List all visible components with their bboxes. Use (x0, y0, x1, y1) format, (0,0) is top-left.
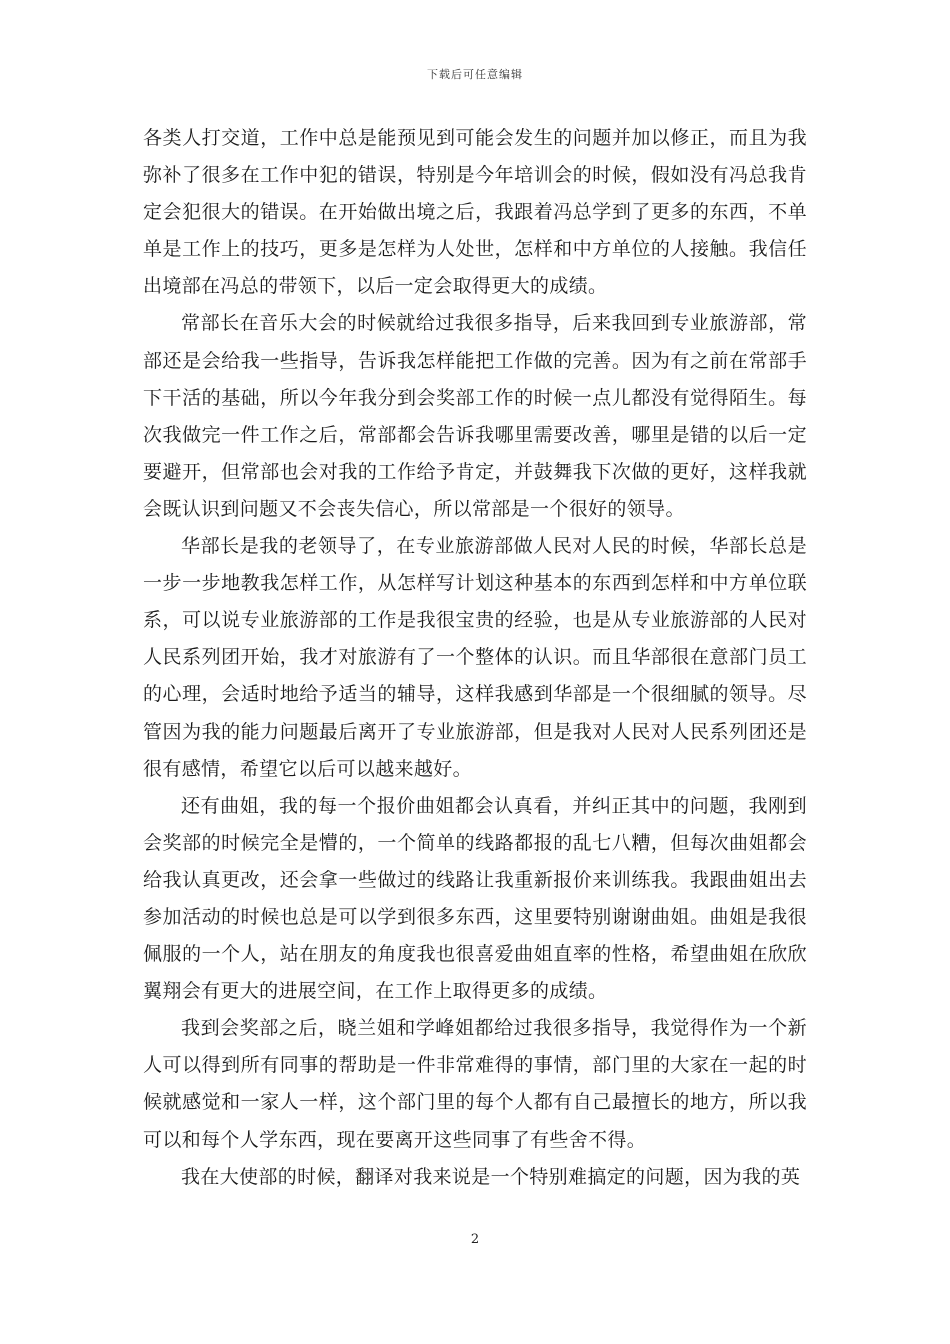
paragraph: 常部长在音乐大会的时候就给过我很多指导，后来我回到专业旅游部，常部还是会给我一些指导，告诉我怎样能把工作做的完善。因为有之前在常部手下干活的基础，所以今年我分到会奖部工作的时候一点儿都没有觉得陌生。每次我做完一件工作之后，常部都会告诉我哪里需要改善，哪里是错的以后一定要避开，但常部也会对我的工作给予肯定，并鼓舞我下次做的更好，这样我就会既认识到问题又不会丧失信心，所以常部是一个很好的领导。 (143, 312, 807, 520)
document-body (143, 120, 807, 1196)
paragraph-continued: 各类人打交道，工作中总是能预见到可能会发生的问题并加以修正，而且为我弥补了很多在工作中犯的错误，特别是今年培训会的时候，假如没有冯总我肯定会犯很大的错误。在开始做出境之后，我跟着冯总学到了更多的东西，不单单是工作上的技巧，更多是怎样为人处世，怎样和中方单位的人接触。我信任出境部在冯总的带领下，以后一定会取得更大的成绩。 (143, 127, 807, 298)
page-header-note: 下载后可任意编辑 (427, 68, 523, 81)
page-number: 2 (470, 1232, 480, 1247)
paragraph: 华部长是我的老领导了，在专业旅游部做人民对人民的时候，华部长总是一步一步地教我怎样工作，从怎样写计划这种基本的东西到怎样和中方单位联系，可以说专业旅游部的工作是我很宝贵的经验，也是从专业旅游部的人民对人民系列团开始，我才对旅游有了一个整体的认识。而且华部很在意部门员工的心理，会适时地给予适当的辅导，这样我感到华部是一个很细腻的领导。尽管因为我的能力问题最后离开了专业旅游部，但是我对人民对人民系列团还是很有感情，希望它以后可以越来越好。 (143, 535, 807, 780)
paragraph: 我在大使部的时候，翻译对我来说是一个特别难搞定的问题，因为我的英 (181, 1165, 801, 1188)
paragraph: 我到会奖部之后，晓兰姐和学峰姐都给过我很多指导，我觉得作为一个新人可以得到所有同事的帮助是一件非常难得的事情，部门里的大家在一起的时候就感觉和一家人一样，这个部门里的每个人都有自己最擅长的地方，所以我可以和每个人学东西，现在要离开这些同事了有些舍不得。 (143, 1017, 807, 1151)
paragraph: 还有曲姐，我的每一个报价曲姐都会认真看，并纠正其中的问题，我刚到会奖部的时候完全是懵的，一个简单的线路都报的乱七八糟，但每次曲姐都会给我认真更改，还会拿一些做过的线路让我重新报价来训练我。我跟曲姐出去参加活动的时候也总是可以学到很多东西，这里要特别谢谢曲姐。曲姐是我很佩服的一个人，站在朋友的角度我也很喜爱曲姐直率的性格，希望曲姐在欣欣翼翔会有更大的进展空间，在工作上取得更多的成绩。 (143, 794, 807, 1003)
